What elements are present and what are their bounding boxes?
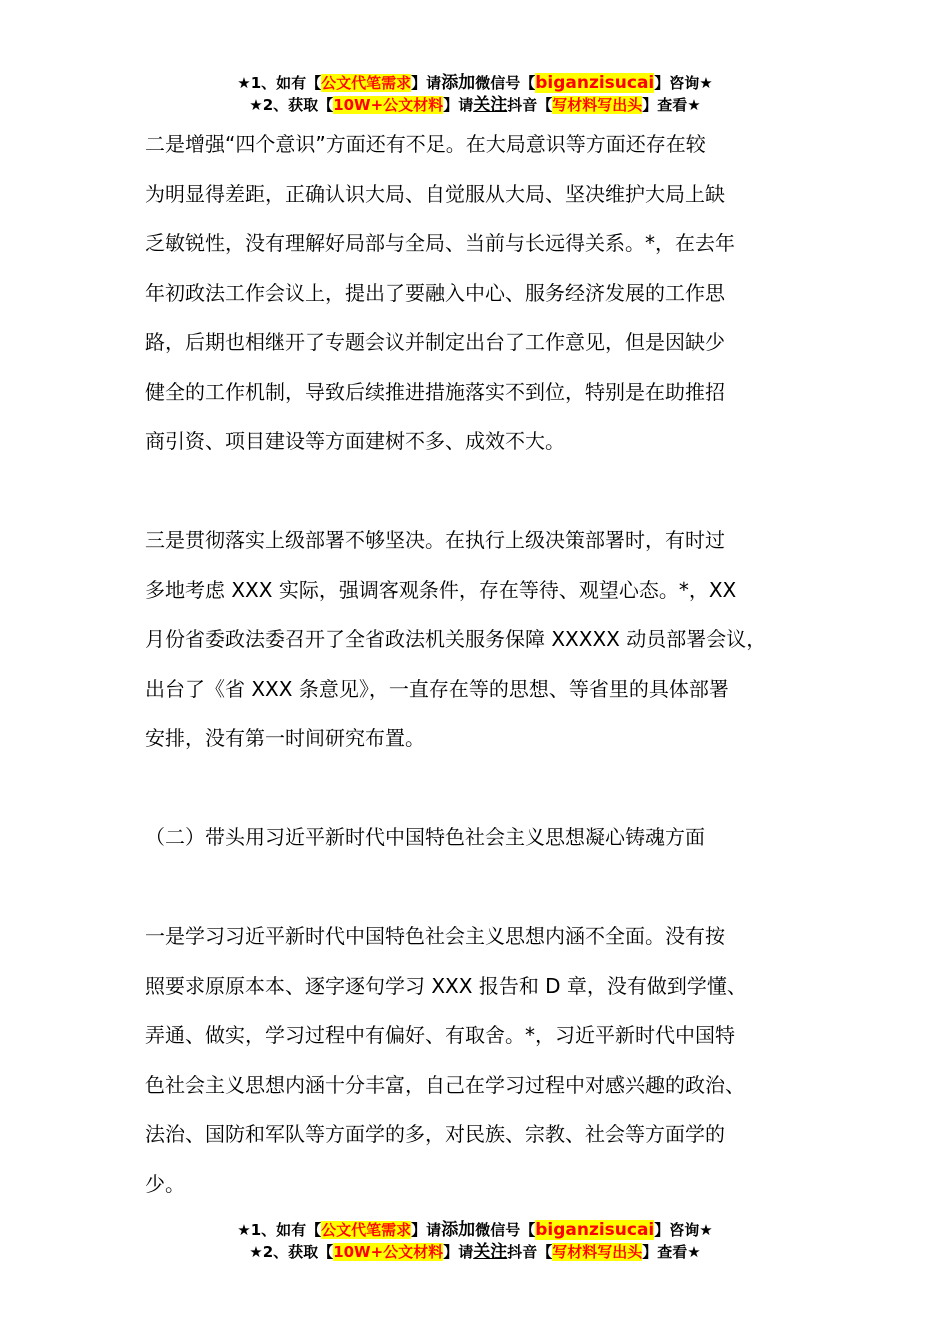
banner-emphasis: 添加 [441, 1220, 476, 1240]
banner-highlight: 10W+公文材料 [333, 96, 444, 114]
header-banner-line-1 [0, 72, 950, 94]
banner-text: 】咨询★ [654, 1221, 713, 1239]
footer-banner-line-1 [0, 1219, 950, 1241]
banner-highlight: 写材料写出头 [552, 96, 643, 114]
text-line: 弄通、做实，学习过程中有偏好、有取舍。*，习近平新时代中国特 [145, 1023, 735, 1047]
banner-text: 】请 [411, 74, 442, 92]
header-banner [0, 72, 950, 116]
banner-text: 】请 [443, 96, 474, 114]
paragraph-3 [145, 912, 835, 1209]
banner-text: ★2、获取【 [249, 1243, 334, 1261]
text-line: 三是贯彻落实上级部署不够坚决。在执行上级决策部署时，有时过 [145, 528, 725, 552]
text-line: 年初政法工作会议上，提出了要融入中心、服务经济发展的工作思 [145, 280, 725, 305]
footer-banner [0, 1219, 950, 1263]
text-line: 二是增强“四个意识”方面还有不足。在大局意识等方面还存在较 [145, 132, 706, 156]
text-line: 色社会主义思想内涵十分丰富，自己在学习过程中对感兴趣的政治、 [145, 1072, 745, 1097]
text-line: 多地考虑 XXX 实际，强调客观条件，存在等待、观望心态。*，XX [145, 577, 737, 602]
banner-text: ★1、如有【 [237, 1221, 322, 1239]
text-line: 一是学习习近平新时代中国特色社会主义思想内涵不全面。没有按 [145, 924, 725, 948]
footer-banner-line-2 [0, 1241, 950, 1263]
paragraph-gap [145, 467, 835, 517]
document-body [145, 120, 835, 1209]
banner-highlight: 公文代笔需求 [321, 1221, 412, 1239]
banner-emphasis: 添加 [441, 73, 476, 93]
text-line: 照要求原原本本、逐字逐句学习 XXX 报告和 D 章，没有做到学懂、 [145, 973, 747, 998]
banner-wechat-id: biganzisucai [535, 1220, 655, 1240]
text-line: 出台了《省 XXX 条意见》，一直存在等的思想、等省里的具体部署 [145, 676, 729, 701]
banner-emphasis: 关注 [473, 95, 508, 115]
paragraph-gap [145, 863, 835, 913]
banner-wechat-id: biganzisucai [535, 73, 655, 93]
banner-emphasis: 关注 [473, 1242, 508, 1262]
section-heading: （二）带头用习近平新时代中国特色社会主义思想凝心铸魂方面 [145, 825, 705, 849]
banner-text: 微信号【 [475, 1221, 536, 1239]
text-line: 为明显得差距，正确认识大局、自觉服从大局、坚决维护大局上缺 [145, 181, 725, 206]
banner-text: 抖音【 [507, 96, 553, 114]
paragraph-2 [145, 516, 835, 764]
banner-text: 】请 [411, 1221, 442, 1239]
header-banner-line-2 [0, 94, 950, 116]
text-line: 安排，没有第一时间研究布置。 [145, 726, 425, 750]
text-line: 法治、国防和军队等方面学的多，对民族、宗教、社会等方面学的 [145, 1122, 725, 1146]
banner-text: ★2、获取【 [249, 96, 334, 114]
paragraph-gap [145, 764, 835, 814]
banner-highlight: 公文代笔需求 [321, 74, 412, 92]
banner-text: 抖音【 [507, 1243, 553, 1261]
text-line: 月份省委政法委召开了全省政法机关服务保障 XXXXX 动员部署会议， [145, 627, 767, 651]
text-line: 少。 [145, 1171, 185, 1196]
banner-highlight: 10W+公文材料 [333, 1243, 444, 1261]
text-line: 乏敏锐性，没有理解好局部与全局、当前与长远得关系。*，在去年 [145, 231, 735, 255]
banner-highlight: 写材料写出头 [552, 1243, 643, 1261]
banner-text: 】查看★ [642, 96, 701, 114]
text-line: 商引资、项目建设等方面建树不多、成效不大。 [145, 429, 565, 453]
text-line: 路，后期也相继开了专题会议并制定出台了工作意见，但是因缺少 [145, 330, 725, 354]
banner-text: 】请 [443, 1243, 474, 1261]
banner-text: 】咨询★ [654, 74, 713, 92]
banner-text: ★1、如有【 [237, 74, 322, 92]
banner-text: 微信号【 [475, 74, 536, 92]
banner-text: 】查看★ [642, 1243, 701, 1261]
text-line: 健全的工作机制，导致后续推进措施落实不到位，特别是在助推招 [145, 379, 725, 404]
paragraph-1 [145, 120, 835, 467]
